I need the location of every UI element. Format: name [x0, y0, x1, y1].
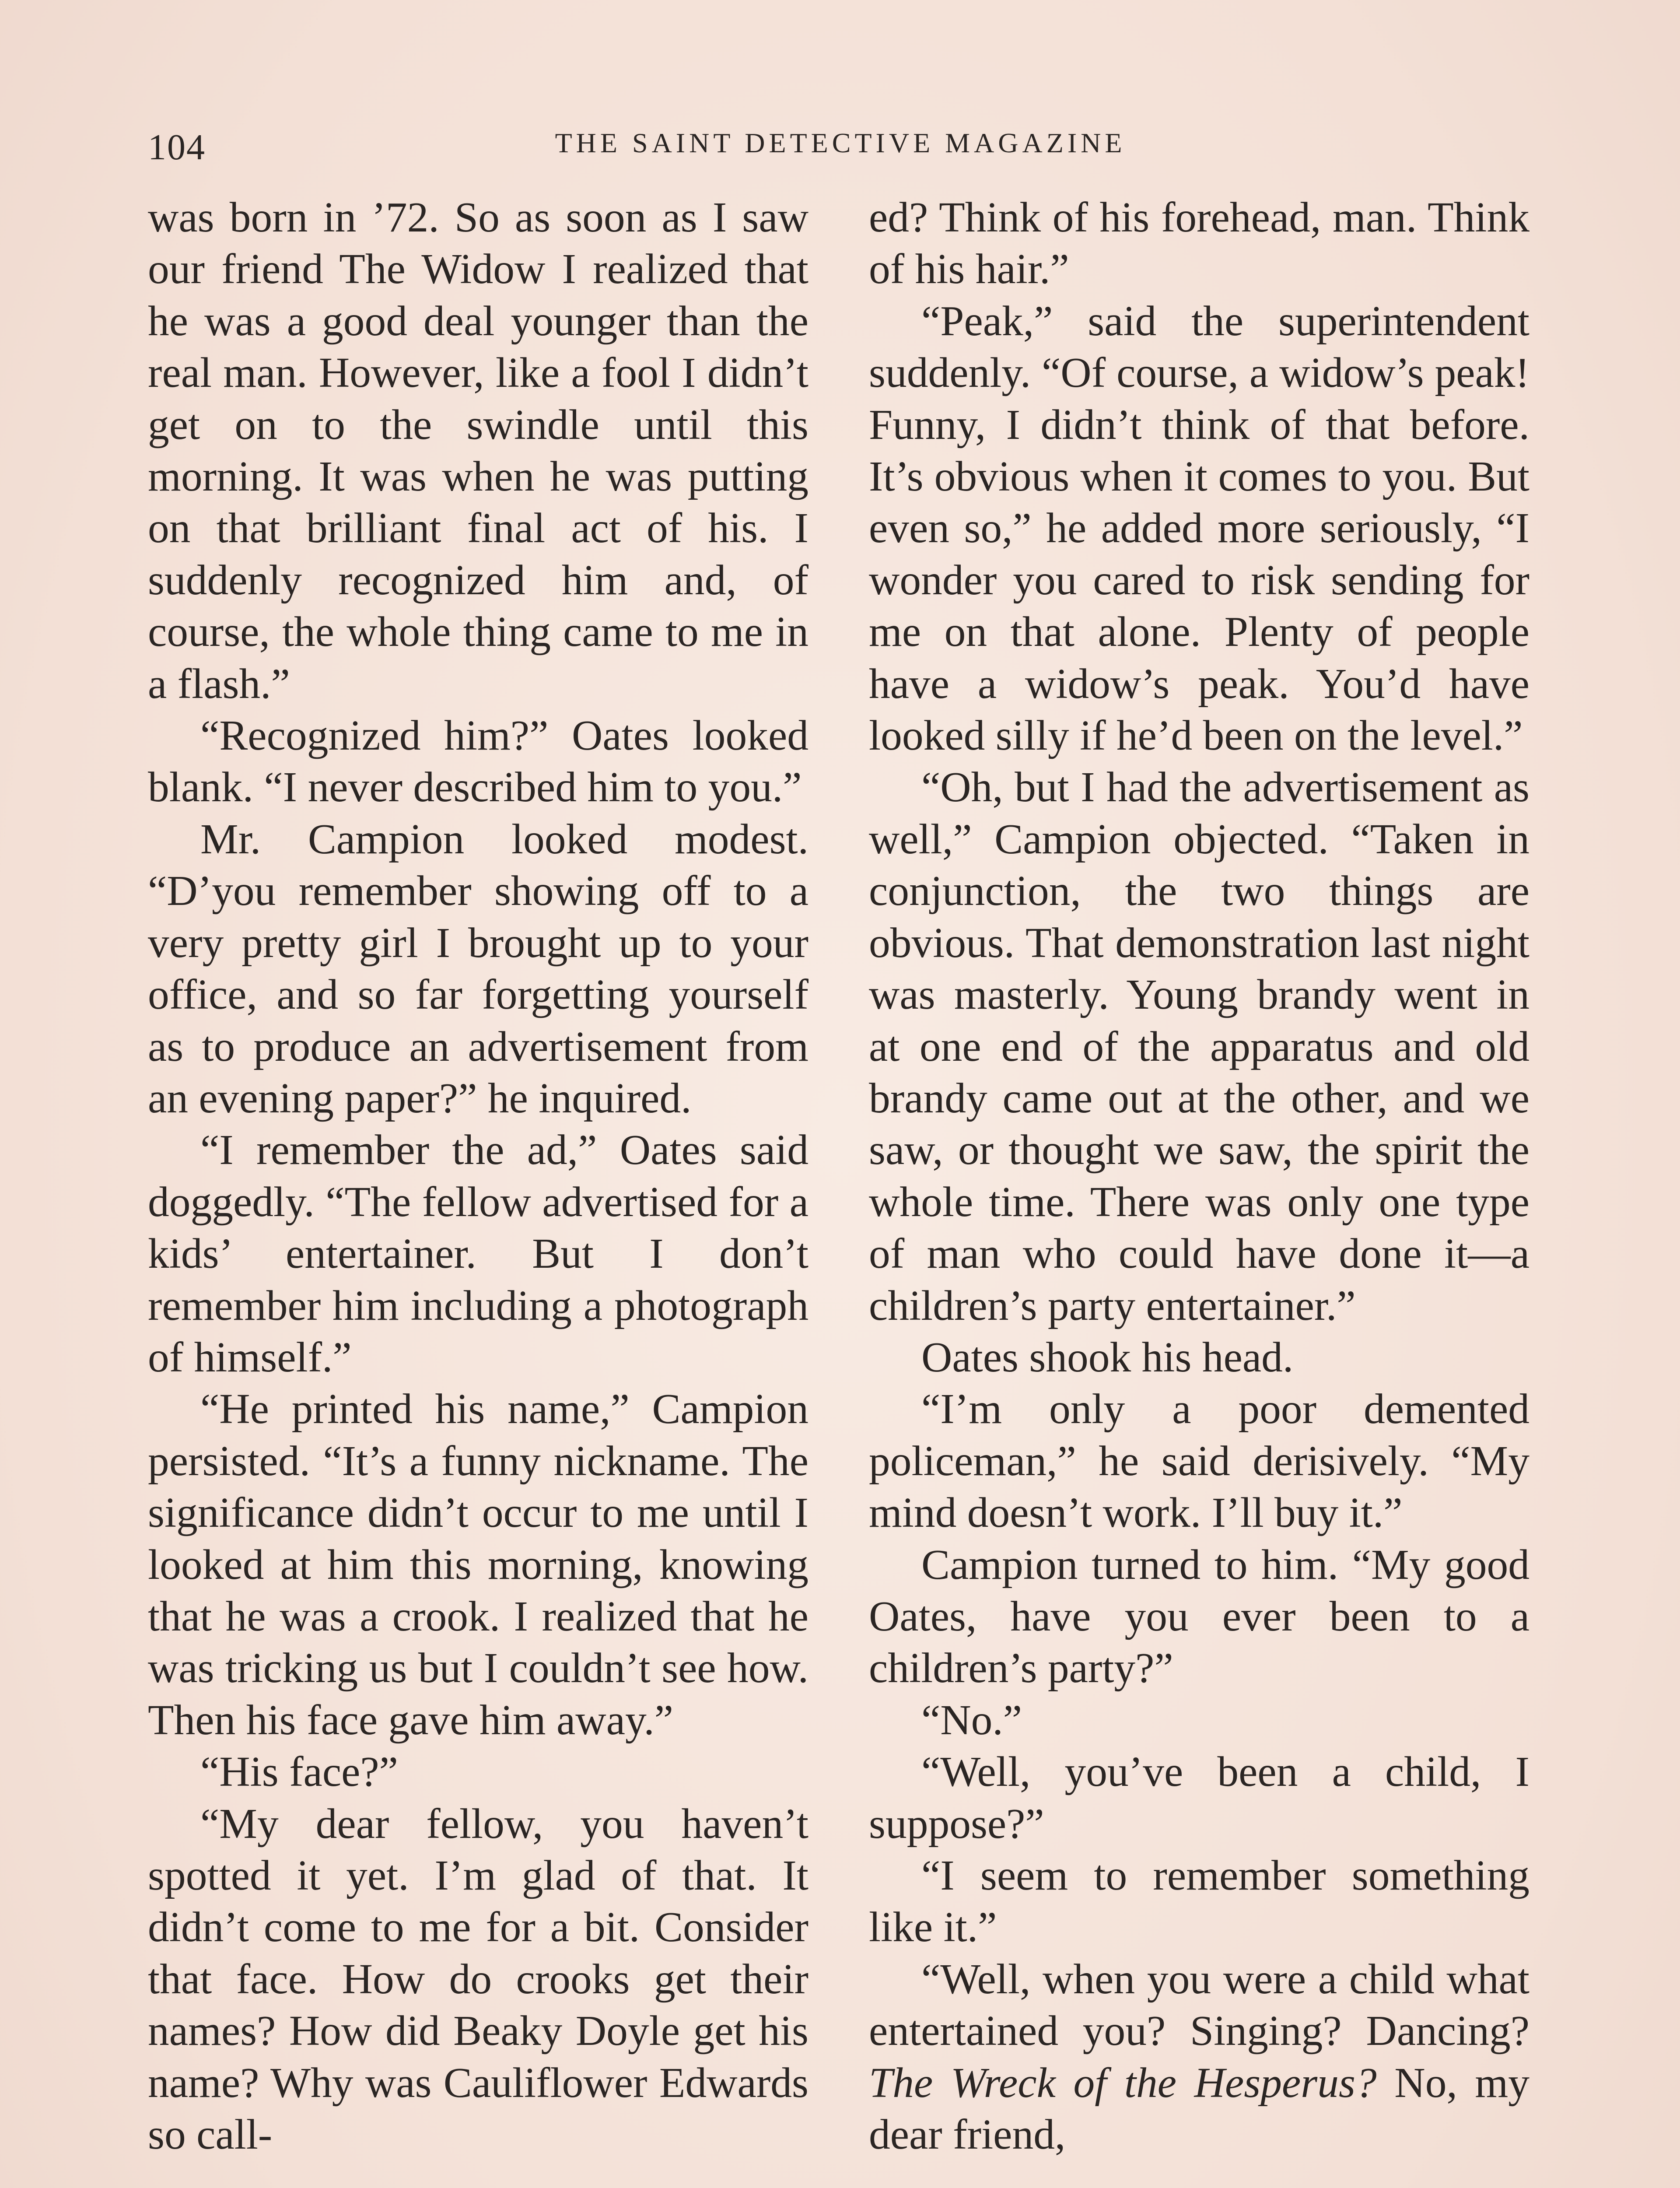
running-title: THE SAINT DETECTIVE MAGAZINE [555, 127, 1126, 158]
paragraph: Oates shook his head. [921, 1333, 1294, 1381]
paragraph: “Peak,” said the superintendent suddenly. “Of course, a widow’s peak! Funny, I didn’t think of that before. It’s obvious when it comes to you. But even so,” he added more seriously, “I wonder you cared to risk sending for me on that alone. Plenty of people have a widow’s peak. You’d have looked silly if he’d been on the level.” [869, 297, 1530, 760]
paragraph: “I’m only a poor demented policeman,” he said derisively. “My mind doesn’t work. I’ll buy it.” [869, 1385, 1530, 1537]
paragraph: “I remember the ad,” Oates said doggedly. “The fellow advertised for a kids’ entertainer. But I don’t remember him including a photograph of himself.” [148, 1126, 808, 1381]
paragraph: Campion turned to him. “My good Oates, have you ever been to a children’s party?” [869, 1541, 1530, 1692]
paragraph: “No.” [921, 1696, 1022, 1744]
page-number: 104 [148, 127, 206, 168]
right-text-column [869, 192, 1530, 2160]
paragraph: “He printed his name,” Campion persisted. “It’s a funny nickname. The significance didn’t occur to me until I looked at him this morning, knowing that he was a crook. I realized that he was tricking us but I couldn’t see how. Then his face gave him away.” [148, 1385, 808, 1744]
paragraph: “His face?” [200, 1748, 398, 1796]
paragraph: “I seem to remember something like it.” [869, 1852, 1530, 1951]
paragraph: “Well, when you were a child what entertained you? Singing? Dancing? The Wreck of the Hesperus? No, my dear friend, [869, 1955, 1530, 2159]
paragraph: ed? Think of his forehead, man. Think of his hair.” [869, 194, 1530, 293]
paragraph: “Recognized him?” Oates looked blank. “I never described him to you.” [148, 712, 808, 811]
paragraph: “Well, you’ve been a child, I suppose?” [869, 1748, 1530, 1848]
paragraph: Mr. Campion looked modest. “D’you remember showing off to a very pretty girl I brought up to your office, and so far forgetting yourself as to produce an advertisement from an evening paper?” he inquired. [148, 815, 808, 1122]
left-text-column [148, 192, 808, 2160]
page-header [148, 126, 1533, 174]
paragraph: was born in ’72. So as soon as I saw our friend The Widow I realized that he was a good deal younger than the real man. However, like a fool I didn’t get on to the swindle until this morning. It was when he was putting on that brilliant final act of his. I suddenly recognized him and, of course, the whole thing came to me in a flash.” [148, 194, 808, 708]
paragraph: “My dear fellow, you haven’t spotted it yet. I’m glad of that. It didn’t come to me for a bit. Consider that face. How do crooks get their names? How did Beaky Doyle get his name? Why was Cauliflower Edwards so call- [148, 1800, 808, 2159]
paragraph: “Oh, but I had the advertisement as well,” Campion objected. “Taken in conjunction, the two things are obvious. That demonstration last night was masterly. Young brandy went in at one end of the apparatus and old brandy came out at the other, and we saw, or thought we saw, the spirit the whole time. There was only one type of man who could have done it—a children’s party entertainer.” [869, 764, 1530, 1329]
